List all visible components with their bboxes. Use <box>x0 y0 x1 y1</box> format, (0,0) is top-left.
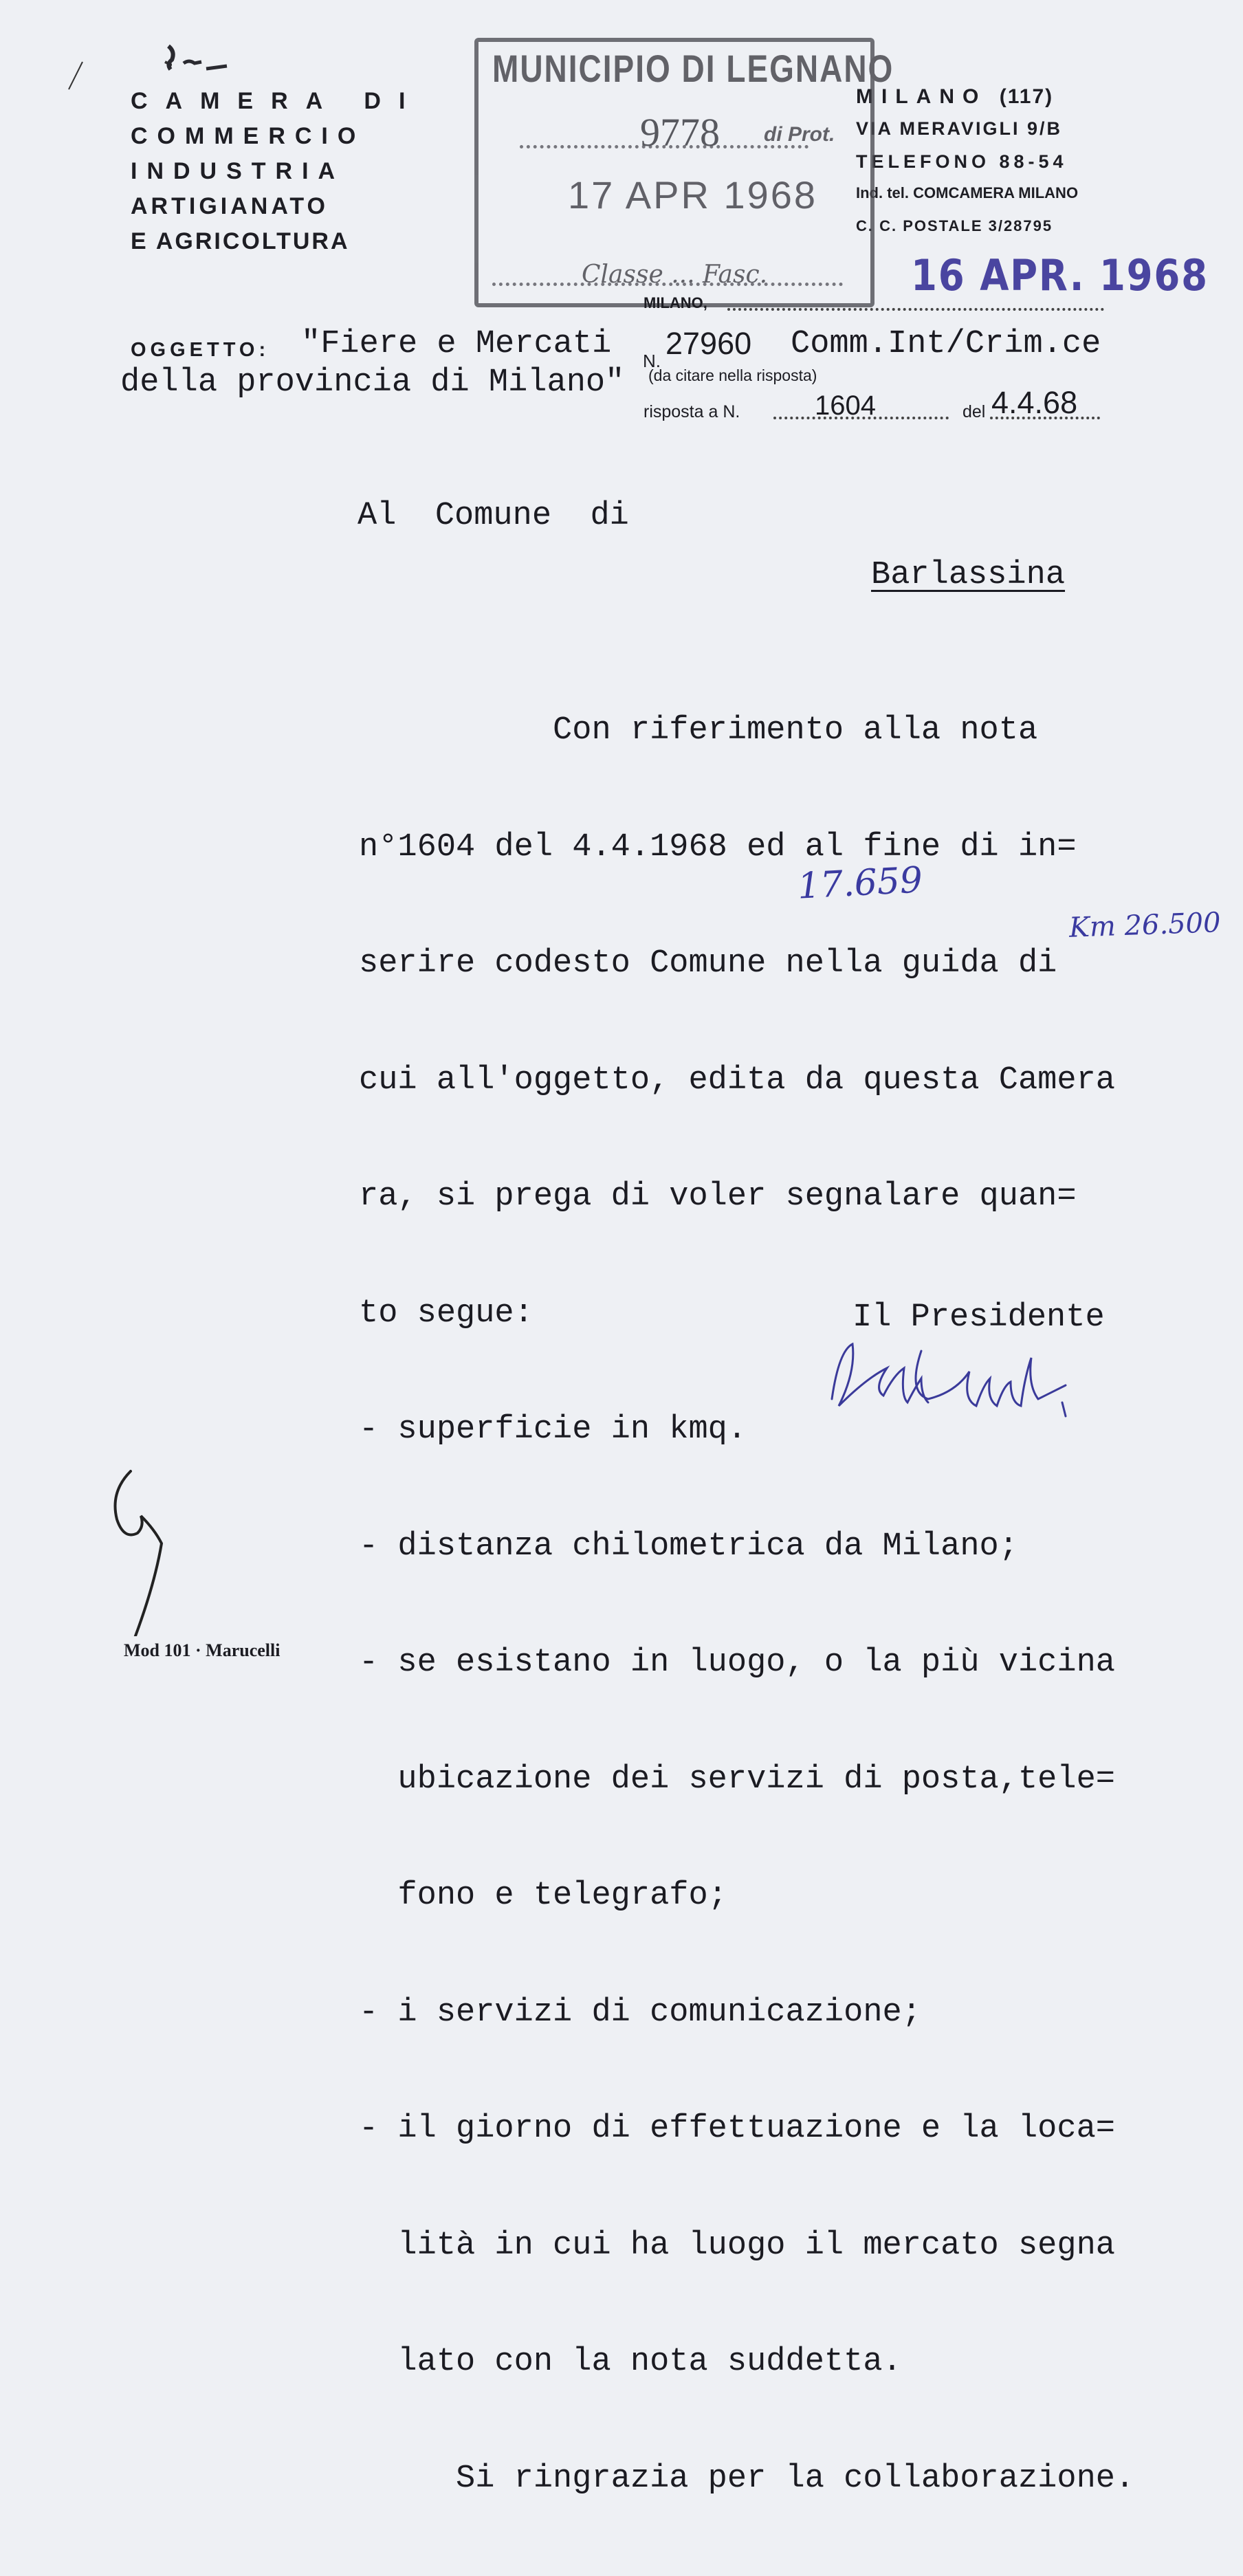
date-stamp: 16 APR. 1968 <box>911 250 1209 300</box>
letterhead-postcode: (117) <box>999 85 1054 108</box>
place-dotted-line <box>727 308 1104 311</box>
letterhead-line: ARTIGIANATO <box>131 193 329 219</box>
body-line: ra, si prega di voler segnalare quan= <box>359 1178 1077 1215</box>
letterhead-telephone: TELEFONO 88-54 <box>856 151 1068 172</box>
letterhead-line: INDUSTRIA <box>131 158 345 184</box>
reference-cite-note: (da citare nella risposta) <box>648 366 817 384</box>
stamp-protocol-label: di Prot. <box>764 123 835 146</box>
body-line: lato con la nota suddetta. <box>359 2344 902 2380</box>
letterhead-contact <box>856 85 1078 250</box>
letter-body <box>359 634 1134 2576</box>
letterhead-line: CAMERA DI <box>131 88 424 114</box>
body-line: to segue: <box>359 1295 534 1332</box>
signoff-title: Il Presidente <box>852 1299 1105 1336</box>
letterhead-line: E AGRICOLTURA <box>131 228 350 254</box>
body-line: ubicazione dei servizi di posta,tele= <box>359 1761 1115 1798</box>
body-line: Si ringrazia per la collaborazione. <box>359 2460 1135 2497</box>
body-line: - i servizi di comunicazione; <box>359 1994 921 2031</box>
letterhead-emblem <box>162 43 237 84</box>
recipient-name: Barlassina <box>871 557 1066 593</box>
letterhead-telegraph: Ind. tel. COMCAMERA MILANO <box>856 184 1079 201</box>
stamp-dotted-line <box>492 283 843 286</box>
place-label: MILANO, <box>644 294 707 311</box>
letterhead-postal-account: C. C. POSTALE 3/28795 <box>856 217 1053 234</box>
subject-label: OGGETTO: <box>131 339 270 361</box>
body-line: - il giorno di effettuazione e la loca= <box>359 2111 1115 2147</box>
stamp-municipality: MUNICIPIO DI LEGNANO <box>492 47 894 91</box>
letterhead-address: VIA MERAVIGLI 9/B <box>856 118 1063 139</box>
stamp-received-date: 17 APR 1968 <box>568 173 818 217</box>
body-line: serire codesto Comune nella guida di <box>359 945 1057 982</box>
subject-line: della provincia di Milano" <box>120 364 625 401</box>
reference-number: 27960 <box>666 326 752 361</box>
body-line: lità in cui ha luogo il mercato segna <box>359 2227 1115 2264</box>
body-line: cui all'oggetto, edita da questa Camera <box>359 1061 1115 1099</box>
body-line: n°1604 del 4.4.1968 ed al fine di in= <box>359 828 1077 866</box>
reference-n-label: N. <box>643 351 661 371</box>
reply-number: 1604 <box>815 390 876 421</box>
protocol-stamp <box>474 38 894 307</box>
handwritten-distance-value: Km 26.500 <box>1068 907 1222 944</box>
president-signature <box>818 1323 1107 1427</box>
body-line: - distanza chilometrica da Milano; <box>359 1528 1018 1565</box>
reference-office: Comm.Int/Crim.ce <box>791 326 1101 362</box>
subject-line: "Fiere e Mercati <box>301 326 612 362</box>
body-line: - se esistano in luogo, o la più vicina <box>359 1644 1115 1681</box>
body-line: fono e telegrafo; <box>359 1878 727 1914</box>
initials-mark <box>103 1457 186 1636</box>
stamp-classification: Classe ... Fasc. <box>582 261 768 289</box>
letterhead-organization <box>131 84 423 259</box>
recipient-line: Al Comune di <box>358 498 629 534</box>
body-line: - superficie in kmq. <box>359 1411 747 1448</box>
form-code: Mod 101 · Marucelli <box>124 1640 280 1660</box>
letterhead-city: MILANO <box>856 85 987 108</box>
stamp-protocol-number: 9778 <box>640 110 720 155</box>
reply-del-label: del <box>962 402 986 421</box>
body-line: Con riferimento alla nota <box>359 712 1038 749</box>
reply-label: risposta a N. <box>644 402 740 421</box>
handwritten-area-value: 17.659 <box>796 859 924 907</box>
letterhead-line: COMMERCIO <box>131 123 366 149</box>
reply-date: 4.4.68 <box>991 385 1078 420</box>
